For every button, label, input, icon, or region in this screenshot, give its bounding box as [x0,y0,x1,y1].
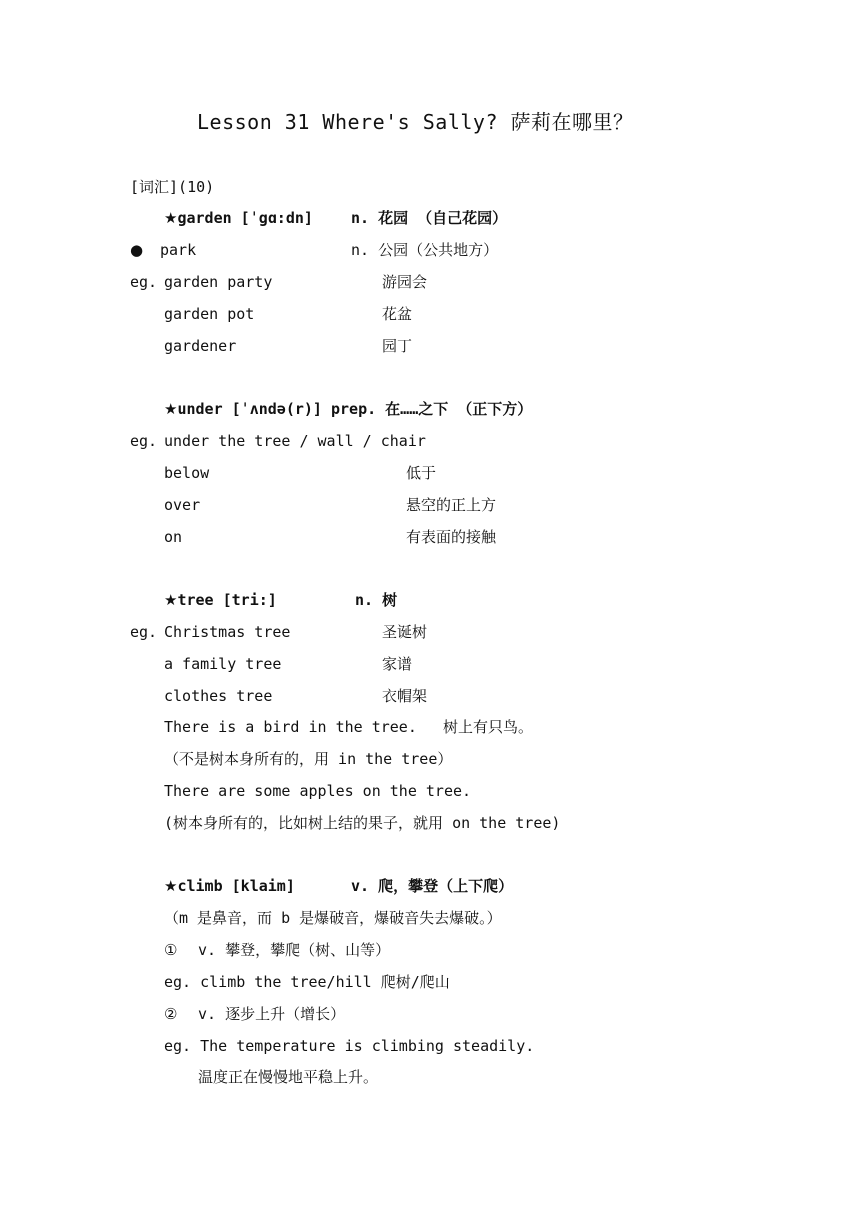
entry-under-headword: ★ under [ˈʌndə(r)] prep. 在……之下 （正下方） [164,399,532,419]
eg-label: eg. [130,432,158,450]
bullet-icon: ● [130,241,144,259]
section-label: [词汇](10) [130,178,215,196]
example-zh: 圣诞树 [382,623,428,641]
compare-zh: 有表面的接触 [406,528,497,546]
entry-park-word: park [160,241,197,259]
compare-zh: 低于 [406,464,437,482]
sense-example: eg. The temperature is climbing steadily. [164,1037,535,1055]
lesson-title: Lesson 31 Where's Sally? 萨莉在哪里？ [197,110,634,134]
compare-zh: 悬空的正上方 [406,496,497,514]
example-en: gardener [164,337,237,355]
entry-tree-headword: ★ tree [tri:] [164,590,277,610]
sense-definition: v. 逐步上升（增长） [198,1005,346,1023]
entry-garden-headword: ★ garden [ˈgɑ:dn] [164,208,313,228]
example-en: Christmas tree [164,623,291,641]
example-zh: 园丁 [382,337,413,355]
example-en: under the tree / wall / chair [164,432,426,450]
eg-label: eg. [130,273,158,291]
pronunciation-note: （m 是鼻音，而 b 是爆破音，爆破音失去爆破。） [164,909,502,927]
usage-note: （不是树本身所有的，用 in the tree） [164,750,453,768]
sentence-zh: 树上有只鸟。 [443,718,534,736]
entry-garden-meaning: n. 花园 （自己花园） [351,209,508,227]
example-zh: 家谱 [382,655,413,673]
sentence-en: There is a bird in the tree. [164,718,417,736]
sense-definition: v. 攀登，攀爬（树、山等） [198,941,391,959]
sense-number: ① [164,941,178,959]
entry-park-meaning: n. 公园（公共地方） [351,241,499,259]
example-en: a family tree [164,655,282,673]
example-en: garden party [164,273,273,291]
compare-en: over [164,496,201,514]
entry-climb-headword: ★ climb [klaim] [164,876,295,896]
eg-label: eg. [130,623,158,641]
sense-example: eg. climb the tree/hill 爬树/爬山 [164,973,450,991]
compare-en: on [164,528,183,546]
example-zh: 衣帽架 [382,687,428,705]
example-en: garden pot [164,305,255,323]
compare-en: below [164,464,210,482]
example-zh: 花盆 [382,305,413,323]
sense-number: ② [164,1005,178,1023]
example-en: clothes tree [164,687,273,705]
sentence-en: There are some apples on the tree. [164,782,472,800]
entry-tree-meaning: n. 树 [355,591,398,609]
sense-example-translation: 温度正在慢慢地平稳上升。 [198,1068,379,1086]
entry-climb-meaning: v. 爬，攀登（上下爬） [351,877,514,895]
usage-note: (树本身所有的，比如树上结的果子，就用 on the tree) [164,814,561,832]
example-zh: 游园会 [382,273,428,291]
